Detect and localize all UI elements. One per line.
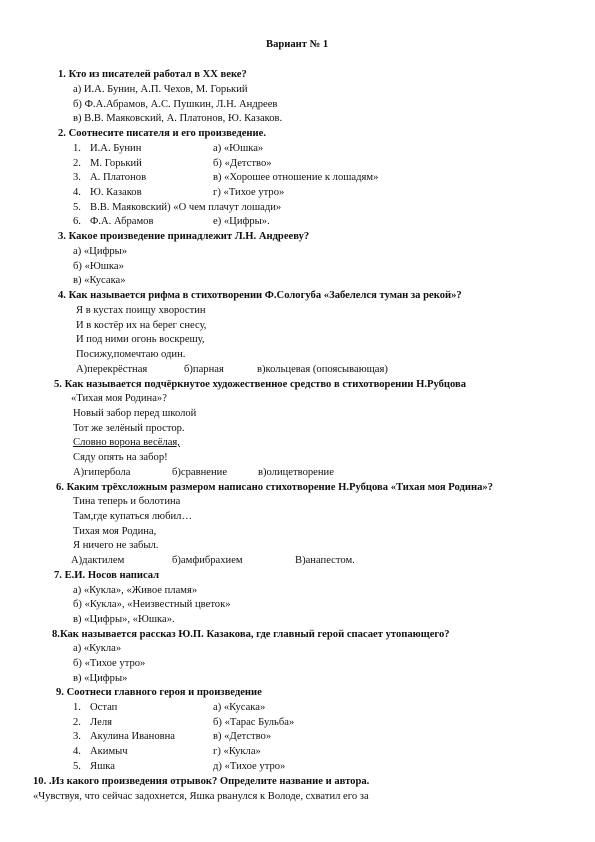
q4-poem-line: Посижу,помечтаю один. (76, 349, 186, 360)
q2-work: е) «Цифры». (213, 216, 270, 227)
question-1: 1. Кто из писателей работал в XX веке? (58, 69, 247, 80)
question-4: 4. Как называется рифма в стихотворении Ф.Сологуба «Забелелся туман за рекой»? (58, 290, 462, 301)
q9-hero: Яшка (90, 761, 115, 772)
q2-row: 5. (73, 202, 81, 213)
q7-option-b: б) «Кукла», «Неизвестный цветок» (73, 599, 231, 610)
question-8: 8.Как называется рассказ Ю.П. Казакова, где главный герой спасает утопающего? (52, 629, 450, 640)
q9-row: 3. (73, 731, 81, 742)
q6-poem-line: Там,где купаться любил… (73, 511, 193, 522)
q1-option-a: а) И.А. Бунин, А.П. Чехов, М. Горький (73, 84, 248, 95)
q6-poem-line: Тина теперь и болотина (73, 496, 181, 507)
q4-poem-line: Я в кустах поищу хворостин (76, 305, 206, 316)
q9-row: 5. (73, 761, 81, 772)
q4-answer-a: А)перекрёстная (76, 364, 148, 375)
q9-work: б) «Тарас Бульба» (213, 717, 295, 728)
q9-hero: Акимыч (90, 746, 128, 757)
q2-row: 1. (73, 143, 81, 154)
q9-work: в) «Детство» (213, 731, 272, 742)
q5-answer-a: А)гипербола (73, 467, 131, 478)
q3-option-c: в) «Кусака» (73, 275, 126, 286)
question-5: 5. Как называется подчёркнутое художественное средство в стихотворении Н.Рубцова (54, 379, 467, 390)
q4-poem-line: И под ними огонь воскрешу, (76, 334, 205, 345)
q2-work: г) «Тихое утро» (213, 187, 285, 198)
q3-option-b: б) «Юшка» (73, 261, 124, 272)
q5-poem-line: Новый забор перед школой (73, 408, 197, 419)
q6-answer-a: А)дактилем (71, 555, 125, 566)
q2-writer: В.В. Маяковский) «О чем плачут лошади» (90, 202, 282, 213)
page-title: Вариант № 1 (266, 39, 329, 50)
q6-poem-line: Тихая моя Родина, (73, 526, 157, 537)
q6-answer-c: В)анапестом. (295, 555, 355, 566)
q8-option-c: в) «Цифры» (73, 673, 128, 684)
q7-option-a: а) «Кукла», «Живое пламя» (73, 585, 198, 596)
question-6: 6. Каким трёхсложным размером написано стихотворение Н.Рубцова «Тихая моя Родина»? (56, 482, 493, 493)
q4-poem-line: И в костёр их на берег снесу, (76, 320, 207, 331)
q1-option-c: в) В.В. Маяковский, А. Платонов, Ю. Казаков. (73, 113, 283, 124)
q9-row: 1. (73, 702, 81, 713)
q5-poem-line: Тот же зелёный простор. (73, 423, 185, 434)
q8-option-b: б) «Тихое утро» (73, 658, 146, 669)
q1-option-b: б) Ф.А.Абрамов, А.С. Пушкин, Л.Н. Андреев (73, 99, 278, 110)
q2-writer: Ф.А. Абрамов (90, 216, 154, 227)
q9-work: д) «Тихое утро» (213, 761, 286, 772)
q7-option-c: в) «Цифры», «Юшка». (73, 614, 175, 625)
q9-work: г) «Кукла» (213, 746, 261, 757)
q3-option-a: а) «Цифры» (73, 246, 128, 257)
q2-row: 4. (73, 187, 81, 198)
q2-row: 2. (73, 158, 81, 169)
q5-underlined-line: Словно ворона весёлая, (73, 437, 180, 448)
q2-writer: И.А. Бунин (90, 143, 142, 154)
q2-work: в) «Хорошее отношение к лошадям» (213, 172, 379, 183)
q8-option-a: а) «Кукла» (73, 643, 122, 654)
q9-hero: Акулина Ивановна (90, 731, 176, 742)
q2-row: 6. (73, 216, 81, 227)
q5-subtitle: «Тихая моя Родина»? (71, 393, 167, 404)
q4-answer-c: в)кольцевая (опоясывающая) (257, 364, 388, 375)
q10-excerpt: «Чувствуя, что сейчас задохнется, Яшка рванулся к Володе, схватил его за (33, 791, 369, 802)
question-2: 2. Соотнесите писателя и его произведение. (58, 128, 266, 139)
question-10: 10. .Из какого произведения отрывок? Определите название и автора. (33, 776, 370, 787)
q2-writer: Ю. Казаков (90, 187, 142, 198)
question-3: 3. Какое произведение принадлежит Л.Н. Андрееву? (58, 231, 310, 242)
q9-row: 4. (73, 746, 81, 757)
question-9: 9. Соотнеси главного героя и произведение (56, 687, 262, 698)
question-7: 7. Е.И. Носов написал (54, 570, 160, 581)
q2-work: б) «Детство» (213, 158, 272, 169)
q9-hero: Леля (90, 717, 112, 728)
q6-poem-line: Я ничего не забыл. (73, 540, 159, 551)
q4-answer-b: б)парная (184, 364, 224, 375)
q2-writer: М. Горький (90, 158, 142, 169)
q9-work: а) «Кусака» (213, 702, 266, 713)
q2-work: а) «Юшка» (213, 143, 264, 154)
q2-row: 3. (73, 172, 81, 183)
q5-answer-c: в)олицетворение (258, 467, 334, 478)
q6-answer-b: б)амфибрахием (172, 555, 243, 566)
q5-answer-b: б)сравнение (172, 467, 228, 478)
q5-poem-line: Сяду опять на забор! (73, 452, 168, 463)
q9-row: 2. (73, 717, 81, 728)
q2-writer: А. Платонов (90, 172, 147, 183)
q9-hero: Остап (90, 702, 118, 713)
